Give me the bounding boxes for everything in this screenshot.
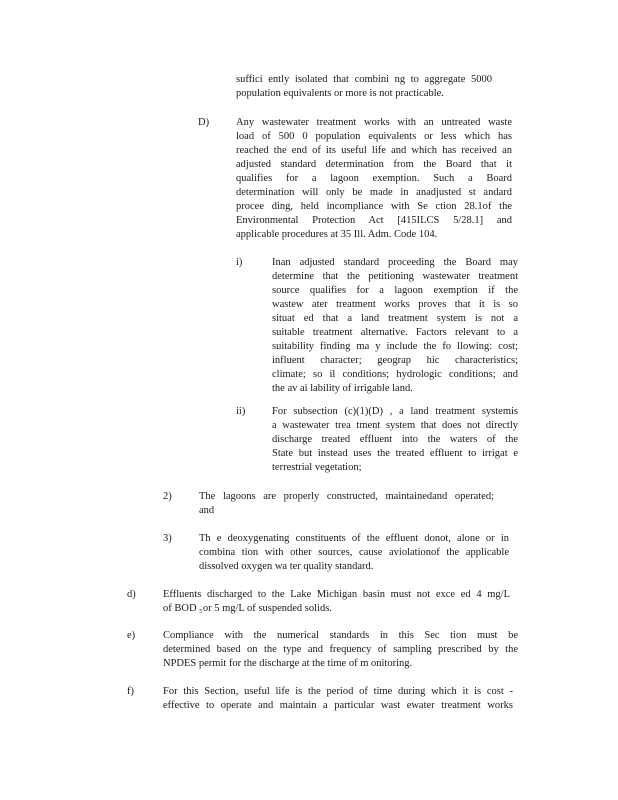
text-line: determined based on the type and frequency of sampling prescribed by the bbox=[163, 644, 518, 655]
text-line: the av ai lability of irrigable land. bbox=[272, 383, 413, 394]
text-line: Inan adjusted standard proceeding the Board may bbox=[272, 257, 518, 268]
text-line: applicable procedures at 35 Ill. Adm. Code 104. bbox=[236, 229, 438, 240]
text-line: Environmental Protection Act [415ILCS 5/28.1] and bbox=[236, 215, 512, 226]
text-line: of BOD ₅or 5 mg/L of suspended solids. bbox=[163, 603, 332, 614]
text-line: situat ed that a land treatment system is not a bbox=[272, 313, 518, 324]
text-line: Th e deoxygenating constituents of the effluent donot, alone or in bbox=[199, 533, 509, 544]
item-label-e: e) bbox=[127, 630, 136, 641]
text-line: qualifies for a lagoon exemption. Such a Board bbox=[236, 173, 512, 184]
text-line: suffici ently isolated that combini ng to aggregate 5000 bbox=[236, 74, 492, 85]
item-label-2: 2) bbox=[163, 491, 172, 502]
item-label-d: d) bbox=[127, 589, 136, 600]
intro-paragraph bbox=[236, 73, 492, 101]
item-label-i: i) bbox=[236, 257, 243, 268]
text-line: suitable treatment alternative. Factors relevant to a bbox=[272, 327, 518, 338]
text-line: determination will only be made in anadjusted st andard bbox=[236, 187, 512, 198]
text-line: Any wastewater treatment works with an untreated waste bbox=[236, 117, 512, 128]
item-ii-paragraph bbox=[272, 405, 518, 475]
text-line: Compliance with the numerical standards in this Sec tion must be bbox=[163, 630, 518, 641]
text-line: climate; so il conditions; hydrologic conditions; and bbox=[272, 369, 518, 380]
item-label-D: D) bbox=[198, 117, 210, 128]
text-line: The lagoons are properly constructed, maintainedand operated; bbox=[199, 491, 494, 502]
text-line: dissolved oxygen wa ter quality standard. bbox=[199, 561, 374, 572]
text-line: suitability finding ma y include the fo llowing: cost; bbox=[272, 341, 518, 352]
text-line: terrestrial vegetation; bbox=[272, 462, 362, 473]
item-e-paragraph bbox=[163, 629, 518, 671]
item-i-paragraph bbox=[272, 256, 518, 396]
text-line: State but instead uses the treated effluent to irrigat e bbox=[272, 448, 518, 459]
text-line: Effluents discharged to the Lake Michigan basin must not exce ed 4 mg/L bbox=[163, 589, 510, 600]
item-2-paragraph bbox=[199, 490, 494, 518]
text-line: For subsection (c)(1)(D) , a land treatment systemis bbox=[272, 406, 518, 417]
text-line: effective to operate and maintain a particular wast ewater treatment works bbox=[163, 700, 513, 711]
item-label-3: 3) bbox=[163, 533, 172, 544]
text-line: procee ding, held incompliance with Se ction 28.1of the bbox=[236, 201, 512, 212]
text-line: source qualifies for a lagoon exemption if the bbox=[272, 285, 518, 296]
item-d-paragraph bbox=[163, 588, 510, 616]
text-line: adjusted standard determination from the Board that it bbox=[236, 159, 512, 170]
item-label-f: f) bbox=[127, 686, 134, 697]
text-line: determine that the petitioning wastewater treatment bbox=[272, 271, 518, 282]
text-line: discharge treated effluent into the waters of the bbox=[272, 434, 518, 445]
item-3-paragraph bbox=[199, 532, 509, 574]
text-line: population equivalents or more is not practicable. bbox=[236, 88, 444, 99]
text-line: wastew ater treatment works proves that it is so bbox=[272, 299, 518, 310]
text-line: a wastewater trea tment system that does not directly bbox=[272, 420, 518, 431]
text-line: and bbox=[199, 505, 215, 516]
text-line: NPDES permit for the discharge at the time of m onitoring. bbox=[163, 658, 413, 669]
text-line: reached the end of its useful life and which has received an bbox=[236, 145, 512, 156]
text-line: combina tion with other sources, cause aviolationof the applicable bbox=[199, 547, 509, 558]
text-line: load of 500 0 population equivalents or less which has bbox=[236, 131, 512, 142]
item-D-paragraph bbox=[236, 116, 512, 242]
item-label-ii: ii) bbox=[236, 406, 246, 417]
text-line: influent character; geograp hic characteristics; bbox=[272, 355, 518, 366]
text-line: For this Section, useful life is the period of time during which it is cost - bbox=[163, 686, 513, 697]
item-f-paragraph bbox=[163, 685, 513, 713]
